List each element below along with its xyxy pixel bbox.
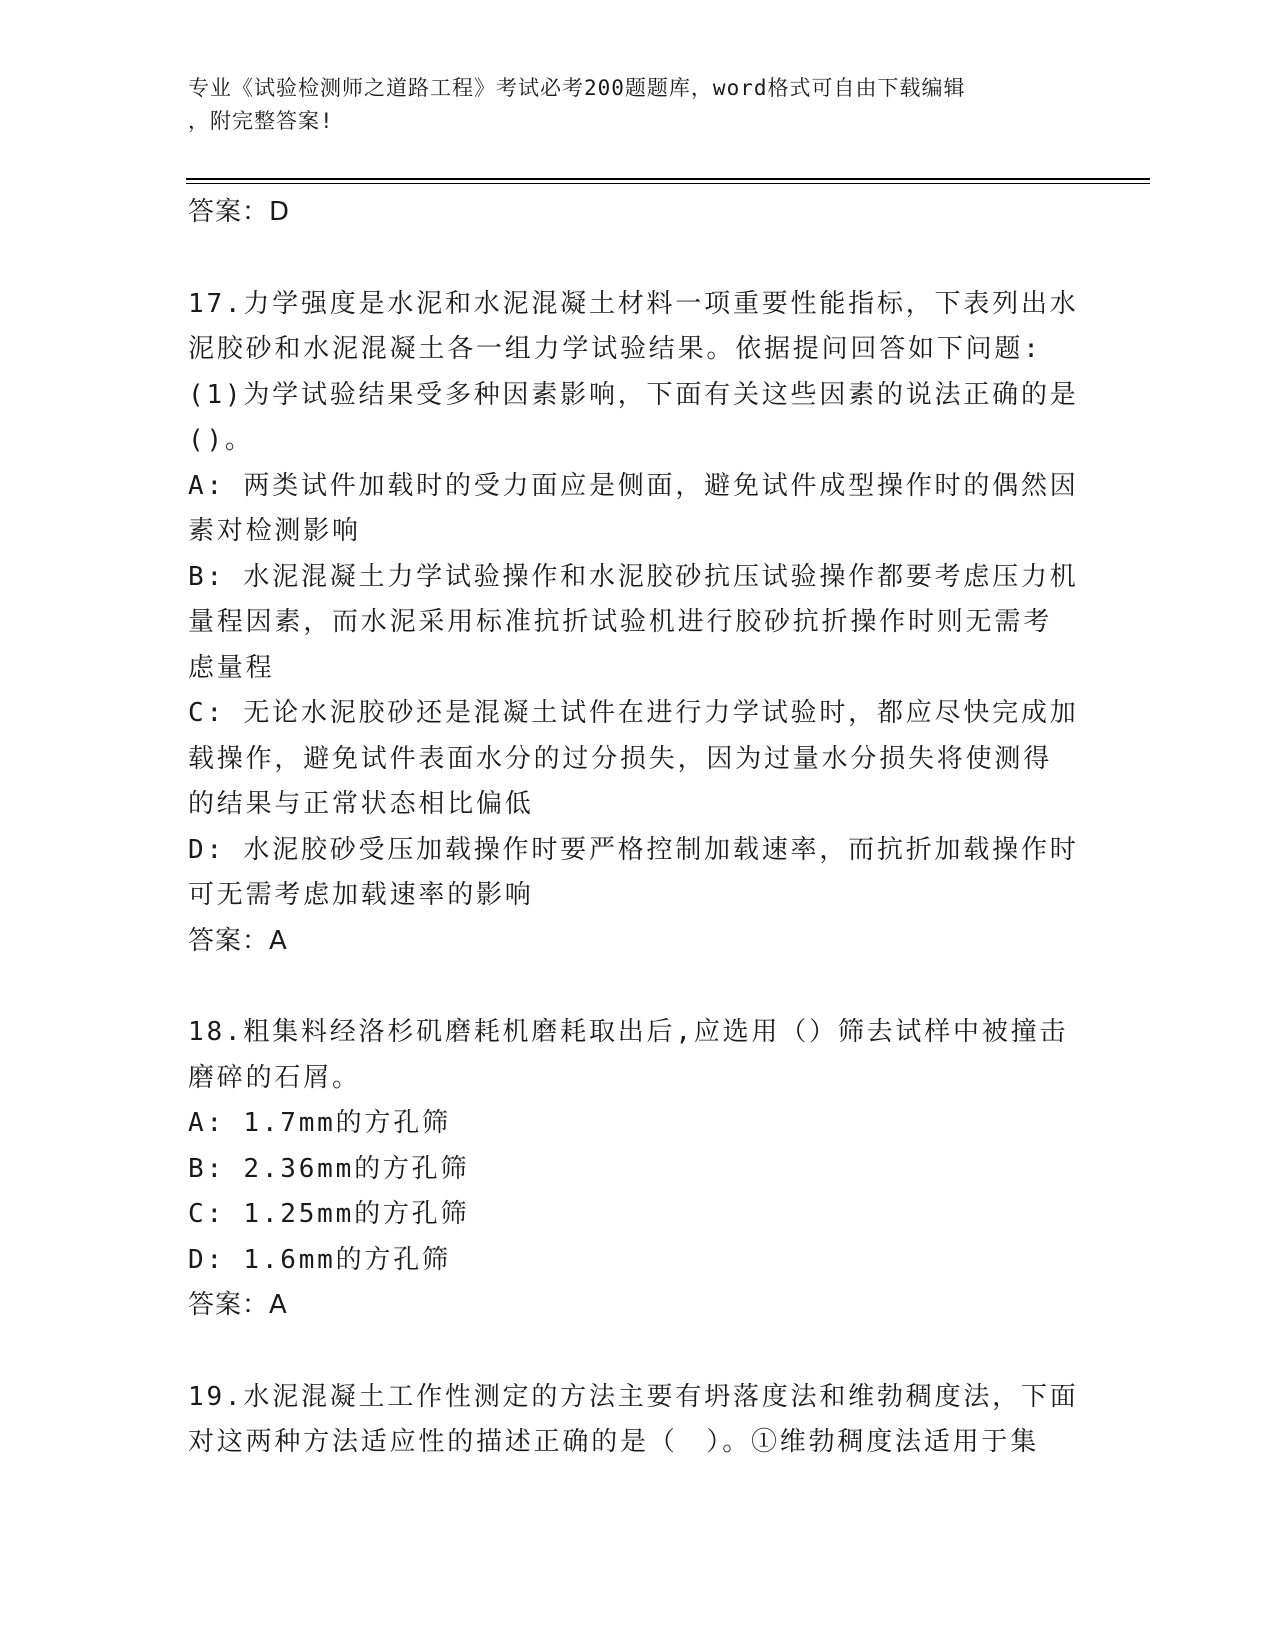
question-text-line: ()。	[188, 425, 254, 455]
option-a-line: 素对检测影响	[188, 516, 361, 546]
option-b-line: B: 水泥混凝土力学试验操作和水泥胶砂抗压试验操作都要考虑压力机	[188, 561, 1079, 592]
block-gap	[188, 236, 1088, 282]
option-c-line: C: 无论水泥胶砂还是混凝土试件在进行力学试验时，都应尽快完成加	[188, 698, 1079, 728]
option-d-line: D: 水泥胶砂受压加载操作时要严格控制加载速率，而抗折加载操作时	[188, 834, 1079, 865]
block-gap	[188, 1329, 1088, 1375]
answer-block	[188, 190, 1088, 236]
question-text-line: 磨碎的石屑。	[188, 1062, 361, 1093]
block-gap	[188, 964, 1088, 1010]
answer-line: 答案：D	[188, 197, 291, 227]
document-body	[188, 190, 1088, 1466]
question-block	[188, 1010, 1088, 1329]
option-c-line: C: 1.25mm的方孔筛	[188, 1199, 470, 1229]
question-block	[188, 282, 1088, 965]
answer-line: 答案：A	[188, 925, 288, 956]
option-b-line: B: 2.36mm的方孔筛	[188, 1153, 470, 1184]
question-text-line: 对这两种方法适应性的描述正确的是（ ）。①维勃稠度法适用于集	[188, 1427, 1040, 1457]
question-text-line: 19.水泥混凝土工作性测定的方法主要有坍落度法和维勃稠度法，下面	[188, 1381, 1079, 1412]
option-a-line: A: 1.7mm的方孔筛	[188, 1108, 451, 1138]
question-text-line: 18.粗集料经洛杉矶磨耗机磨耗取出后,应选用（）筛去试样中被撞击	[188, 1017, 1069, 1047]
option-a-line: A: 两类试件加载时的受力面应是侧面，避免试件成型操作时的偶然因	[188, 470, 1079, 501]
header-rule-thin	[186, 183, 1150, 184]
option-b-line: 量程因素，而水泥采用标准抗折试验机进行胶砂抗折操作时则无需考	[188, 607, 1053, 637]
header-line: ，附完整答案!	[188, 109, 334, 133]
option-c-line: 的结果与正常状态相比偏低	[188, 789, 534, 819]
question-text-line: 泥胶砂和水泥混凝土各一组力学试验结果。依据提问回答如下问题:	[188, 334, 1042, 364]
question-text-line: (1)为学试验结果受多种因素影响，下面有关这些因素的说法正确的是	[188, 379, 1079, 410]
question-text-line: 17.力学强度是水泥和水泥混凝土材料一项重要性能指标，下表列出水	[188, 288, 1079, 319]
header-rule-thick	[186, 178, 1150, 180]
option-d-line: D: 1.6mm的方孔筛	[188, 1244, 451, 1275]
option-d-line: 可无需考虑加载速率的影响	[188, 880, 534, 910]
answer-line: 答案：A	[188, 1290, 288, 1320]
option-b-line: 虑量程	[188, 652, 275, 683]
option-c-line: 载操作，避免试件表面水分的过分损失，因为过量水分损失将使测得	[188, 743, 1053, 774]
question-block	[188, 1375, 1088, 1466]
header-line: 专业《试验检测师之道路工程》考试必考200题题库，word格式可自由下载编辑	[188, 76, 966, 100]
page-header	[188, 72, 1068, 138]
